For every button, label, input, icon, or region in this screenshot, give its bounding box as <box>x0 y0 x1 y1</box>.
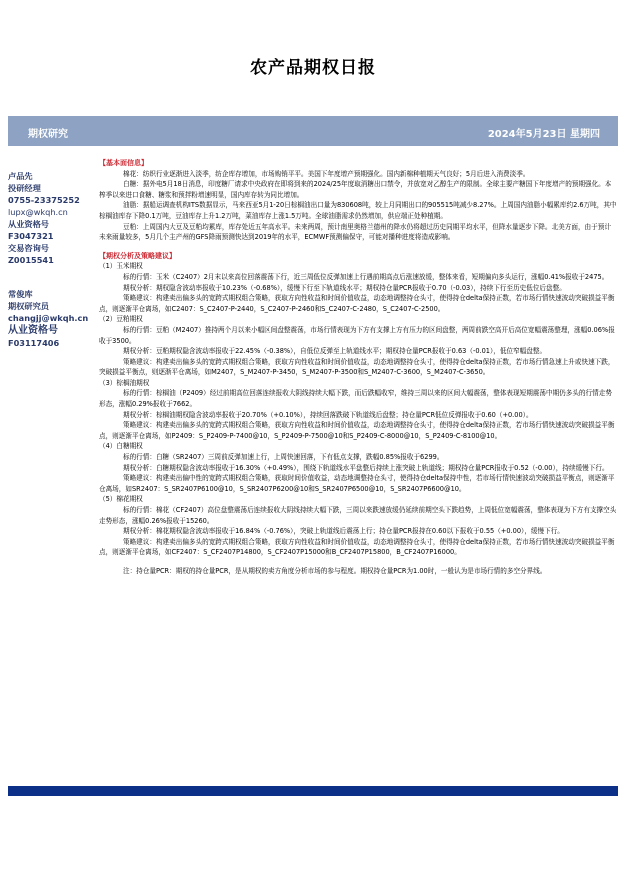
analyst1-consult: Z0015541 <box>8 255 54 265</box>
section-paragraph: 标的行情：棕榈油（P2409）经过前期高位回落连续报收大阴线持续大幅下跌，而后跌幅收窄，维持三周以来的区间大幅震荡，整体表现短期震荡中期仍多头的行情走势形态，涨幅0.29%报收于7662。 <box>99 389 612 409</box>
section-paragraph: 策略建议：构建卖出偏多头的宽跨式期权组合策略，获取方向性收益和时间价值收益，动态地调整持仓头寸，使得持仓delta保持正数，若市场行情快速波动突破损益平衡点，则逐渐平仓离场，如P2409：S_P2409-P-7400@10，S_P2409-P-7500@10和S_P2409-C-8000@10，S_P2409-C-8100@10。 <box>99 421 615 440</box>
section-paragraph: 期权分析：豆粕期权隐含波动率报收于22.45%（-0.38%），自低位反弹至上轨道线水平；期权持仓量PCR报收于0.63（-0.01），低位窄幅盘整。 <box>123 347 547 356</box>
section-paragraph: 标的行情：白糖（SR2407）三周前反弹加速上行，上周快速回落，下有低点支撑，跌幅0.85%报收于6299。 <box>123 453 444 462</box>
header-banner <box>8 116 618 146</box>
banner-date: 2024年5月23日 星期四 <box>487 129 600 140</box>
analyst2-email[interactable]: changjj@wkqh.cn <box>8 313 89 323</box>
section-title: （2）豆粕期权 <box>99 315 143 324</box>
analyst1-cert: F3047321 <box>8 231 54 241</box>
basics-header: 【基本面信息】 <box>99 159 148 167</box>
section-paragraph: 标的行情：玉米（C2407）2月末以来高位回落震荡下行，近三周低位反弹加速上行遇前期高点后涨速放缓，整体来看，短期偏向多头运行，涨幅0.41%报收于2475。 <box>123 272 609 281</box>
section-paragraph: 策略建议：构建卖出偏多头的宽跨式期权组合策略，获取方向性收益和时间价值收益，动态地调整持仓头寸，使得持仓delta保持正数，若市场行情急速上升或快速下跌，突破损益平衡点，则逐渐平仓离场，如M2407，S_M2407-P-3450，S_M2407-P-3500和S_M2407-C-3600，S_M2407-C-3650。 <box>99 357 615 377</box>
pcr-note: 注：持仓量PCR：期权的持仓量PCR，是从期权的卖方角度分析市场的参与程度。期权持仓量PCR为1.00时，一般认为是市场行情的多空分界线。 <box>123 566 547 575</box>
section-paragraph: 期权分析：期权隐含波动率报收于10.23%（-0.68%），缓慢下行至下轨道线水平；期权持仓量PCR报收于0.70（-0.03），持续下行至历史低位后盘整。 <box>123 283 566 292</box>
basics-oil: 油脂：据船运调查机构ITS数据显示，马来西亚5月1-20日棕榈油出口量为830608吨，较上月同期出口的905515吨减少8.27%。上周国内油脂小幅累库约2.6万吨，其中棕榈油库存下降0.1万吨，豆油库存上升1.2万吨，菜油库存上涨1.5万吨。全球油脂需求仍然增加，供应端正处种植期。 <box>99 201 617 220</box>
section-title: （4）白糖期权 <box>99 442 143 451</box>
basics-sugar: 白糖：据外电5月18日消息，印度糖厂请求中央政府在即将到来的2024/25年度取消糖出口禁令，并放宽对乙醇生产的限制。全球主要产糖国下年度增产的预期强化。本榨季以来进口食糖、糖浆和预拌粉增速明显，国内库存转为同比增加。 <box>99 180 612 199</box>
analyst2-cert: F03117406 <box>8 338 60 348</box>
report-body <box>99 158 617 786</box>
basics-soymeal: 豆粕：上周国内大豆及豆粕均累库，库存处近五年高水平。未来两周，预计南里奥格兰德州的降水仍将超过历史同期平均水平，但降水量逐步下降。北美方面，由于预计未来雨量较多，5月几个主产州的GFS降雨预测快达到2019年的水平，ECMWF预测偏保守，可能对播种进度将造成影响。 <box>99 222 611 242</box>
footer-bar <box>8 786 618 796</box>
analyst1-role: 投研经理 <box>8 183 41 193</box>
section-paragraph: 策略建议：构建卖出偏多头的宽跨式期权组合策略，获取方向性收益和时间价值收益，动态地调整持仓头寸，使得持仓delta保持正数，若市场行情快速波动突破损益平衡点，则逐渐平仓离场，如C2407：S_C2407-P-2440，S_C2407-P-2460和S_C2407-C-2480，S_C2407-C-2500。 <box>99 294 615 313</box>
analyst1-consult-label: 交易咨询号 <box>8 243 49 253</box>
section-paragraph: 标的行情：棉花（CF2407）高位盘整震荡后连续报收大阴线持续大幅下跌，三周以来跌速放缓仍延续前期空头下跌趋势，上周低位宽幅震荡，整体表现为下方有支撑空头走势形态，涨幅0.26%报收于15260。 <box>99 506 617 525</box>
section-paragraph: 标的行情：豆粕（M2407）推持两个月以来小幅区间盘整震荡，市场行情表现为下方有支撑上方有压力的区间盘整，两周前跌空高开后高位宽幅震荡整理，涨幅0.06%报收于3500。 <box>99 325 615 345</box>
report-title: 农产品期权日报 <box>250 58 376 78</box>
section-paragraph: 策略建议：构建卖出偏多头的宽跨式期权组合策略，获取方向性收益和时间价值收益，动态地调整持仓头寸，使得持仓delta保持正数，若市场行情快速波动突破损益平衡点，则逐渐平仓离场，如CF2407：S_CF2407P14800，S_CF2407P15000和B_CF2407P15800，B_CF2407P16000。 <box>99 537 615 557</box>
section-title: （1）玉米期权 <box>99 262 143 271</box>
analyst1-cert-label: 从业资格号 <box>8 219 49 229</box>
analyst1-name: 卢品先 <box>8 171 33 181</box>
section-paragraph: 期权分析：白糖期权隐含波动率报收于16.30%（+0.49%），围绕下轨道线水平盘整后持续上涨突破上轨道线；期权持仓量PCR报收于0.52（-0.00），持续缓慢下行。 <box>123 463 609 472</box>
analyst-sidebar <box>8 170 100 349</box>
section-title: （3）棕榈油期权 <box>99 378 150 387</box>
basics-cotton: 棉花：纺织行业逐渐进入淡季，纺企库存增加，市场购销平平。美国下年度增产预期强化。国内新棉种植期天气良好；5月后进入消费淡季。 <box>123 169 530 178</box>
analyst1-email[interactable]: lupx@wkqh.cn <box>8 207 68 217</box>
analyst2-cert-label: 从业资格号 <box>8 325 58 336</box>
analyst2-name: 常俊库 <box>8 289 33 299</box>
analyst1-phone: 0755-23375252 <box>8 195 80 205</box>
section-paragraph: 策略建议：构建卖出偏中性的宽跨式期权组合策略，获取时间价值收益，动态地调整持仓头寸，使得持仓delta保持中性，若市场行情快速波动突破损益平衡点，则逐渐平仓离场，如SR2407：S_SR2407P6100@10，S_SR2407P6200@10和S_SR2407P6500@10，S_SR2407P6600@10。 <box>99 474 615 493</box>
analyst2-role: 期权研究员 <box>8 301 49 311</box>
section-paragraph: 期权分析：棕榈油期权隐含波动率报收于20.70%（+0.10%），持续回落跌破下轨道线后盘整；持仓量PCR低位反弹报收于0.60（+0.00）。 <box>123 410 533 419</box>
section-paragraph: 期权分析：棉花期权隐含波动率报收于16.84%（-0.76%），突破上轨道线后震荡上行；持仓量PCR报持在0.60以下报收于0.55（+0.00），缓慢下行。 <box>123 527 564 536</box>
section-title: （5）棉花期权 <box>99 495 143 504</box>
analysis-header: 【期权分析及策略建议】 <box>99 251 176 260</box>
banner-category: 期权研究 <box>28 129 68 140</box>
